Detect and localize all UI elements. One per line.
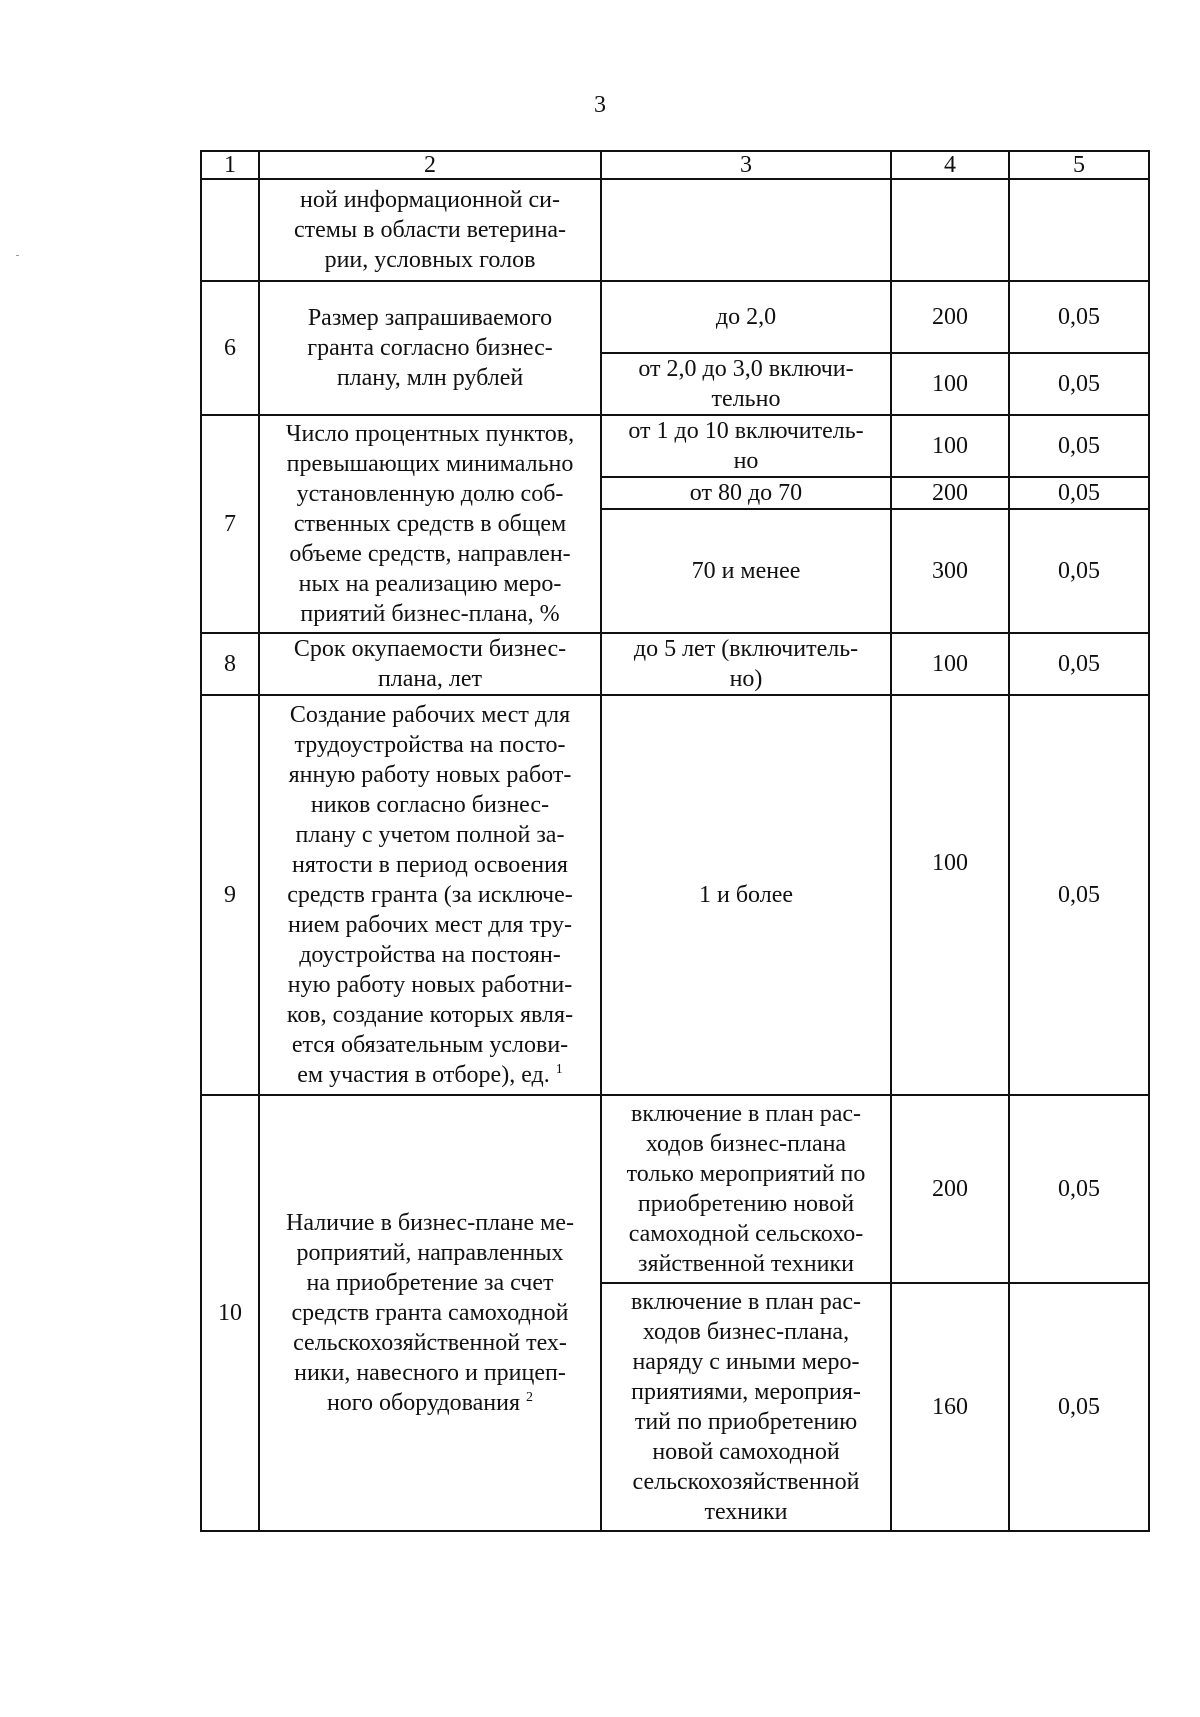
scan-speck bbox=[16, 255, 19, 256]
condition-cell: включение в план рас- ходов бизнес-плана только мероприятий по приобретению новой самоходной сельскохо- зяйственной техники bbox=[601, 1095, 891, 1283]
condition-cell: до 2,0 bbox=[601, 281, 891, 353]
header-cell-4: 4 bbox=[891, 151, 1009, 179]
header-cell-2: 2 bbox=[259, 151, 601, 179]
footnote-mark: 1 bbox=[555, 1062, 563, 1077]
points-cell: 100 bbox=[891, 633, 1009, 695]
weight-cell: 0,05 bbox=[1009, 353, 1149, 415]
points-cell bbox=[891, 179, 1009, 281]
points-cell: 200 bbox=[891, 477, 1009, 509]
points-cell: 100 bbox=[891, 415, 1009, 477]
condition-cell: до 5 лет (включитель- но) bbox=[601, 633, 891, 695]
weight-cell: 0,05 bbox=[1009, 1095, 1149, 1283]
weight-cell: 0,05 bbox=[1009, 281, 1149, 353]
weight-cell: 0,05 bbox=[1009, 415, 1149, 477]
condition-cell: от 80 до 70 bbox=[601, 477, 891, 509]
page-number: 3 bbox=[594, 92, 606, 118]
weight-cell: 0,05 bbox=[1009, 477, 1149, 509]
points-cell: 300 bbox=[891, 509, 1009, 633]
criterion-cell: Размер запрашиваемого гранта согласно бизнес- плану, млн рублей bbox=[259, 281, 601, 415]
weight-cell: 0,05 bbox=[1009, 695, 1149, 1095]
table-header-row bbox=[201, 151, 1149, 179]
criterion-cell bbox=[259, 695, 601, 1095]
weight-cell: 0,05 bbox=[1009, 1283, 1149, 1531]
condition-cell bbox=[601, 179, 891, 281]
criteria-table bbox=[200, 150, 1150, 1532]
condition-cell: от 1 до 10 включитель- но bbox=[601, 415, 891, 477]
condition-cell: 70 и менее bbox=[601, 509, 891, 633]
footnote-mark: 2 bbox=[526, 1390, 534, 1405]
condition-cell: 1 и более bbox=[601, 695, 891, 1095]
row-number-cell: 8 bbox=[201, 633, 259, 695]
header-cell-1: 1 bbox=[201, 151, 259, 179]
table-row-7 bbox=[201, 415, 1149, 477]
points-cell: 200 bbox=[891, 281, 1009, 353]
criterion-cell: Число процентных пунктов, превышающих минимально установленную долю соб- ственных средств в общем объеме средств, направлен- ных на реализацию меро- приятий бизнес-плана, % bbox=[259, 415, 601, 633]
header-cell-3: 3 bbox=[601, 151, 891, 179]
criterion-text: Наличие в бизнес-плане ме- роприятий, направленных на приобретение за счет средств гранта самоходной сельскохозяйственной тех- ники, навесного и прицеп- ного оборудования bbox=[286, 1210, 574, 1416]
weight-cell bbox=[1009, 179, 1149, 281]
criterion-cell: ной информационной си- стемы в области ветерина- рии, условных голов bbox=[259, 179, 601, 281]
row-number-cell: 6 bbox=[201, 281, 259, 415]
row-number-cell: 9 bbox=[201, 695, 259, 1095]
points-cell: 100 bbox=[891, 695, 1009, 1095]
row-number-cell bbox=[201, 179, 259, 281]
row-number-cell: 7 bbox=[201, 415, 259, 633]
criterion-cell: Срок окупаемости бизнес- плана, лет bbox=[259, 633, 601, 695]
header-cell-5: 5 bbox=[1009, 151, 1149, 179]
weight-cell: 0,05 bbox=[1009, 633, 1149, 695]
table-row-9 bbox=[201, 695, 1149, 1095]
table-row-8 bbox=[201, 633, 1149, 695]
weight-cell: 0,05 bbox=[1009, 509, 1149, 633]
condition-cell: от 2,0 до 3,0 включи- тельно bbox=[601, 353, 891, 415]
criterion-text: Создание рабочих мест для трудоустройства на посто- янную работу новых работ- ников согласно бизнес- плану с учетом полной за- нятости в период освоения средств гранта (за исключе- нием рабочих мест для тру- доустройства на постоян- ную работу новых работни- ков, создание которых явля- ется обязательным услови- ем участия в отборе), ед. bbox=[286, 702, 574, 1088]
condition-cell: включение в план рас- ходов бизнес-плана, наряду с иными меро- приятиями, мероприя- тий по приобретению новой самоходной сельскохозяйственной техники bbox=[601, 1283, 891, 1531]
table-row-6 bbox=[201, 281, 1149, 353]
table-row-continued bbox=[201, 179, 1149, 281]
criterion-cell bbox=[259, 1095, 601, 1531]
table-row-10 bbox=[201, 1095, 1149, 1283]
row-number-cell: 10 bbox=[201, 1095, 259, 1531]
points-cell: 160 bbox=[891, 1283, 1009, 1531]
points-cell: 100 bbox=[891, 353, 1009, 415]
points-cell: 200 bbox=[891, 1095, 1009, 1283]
